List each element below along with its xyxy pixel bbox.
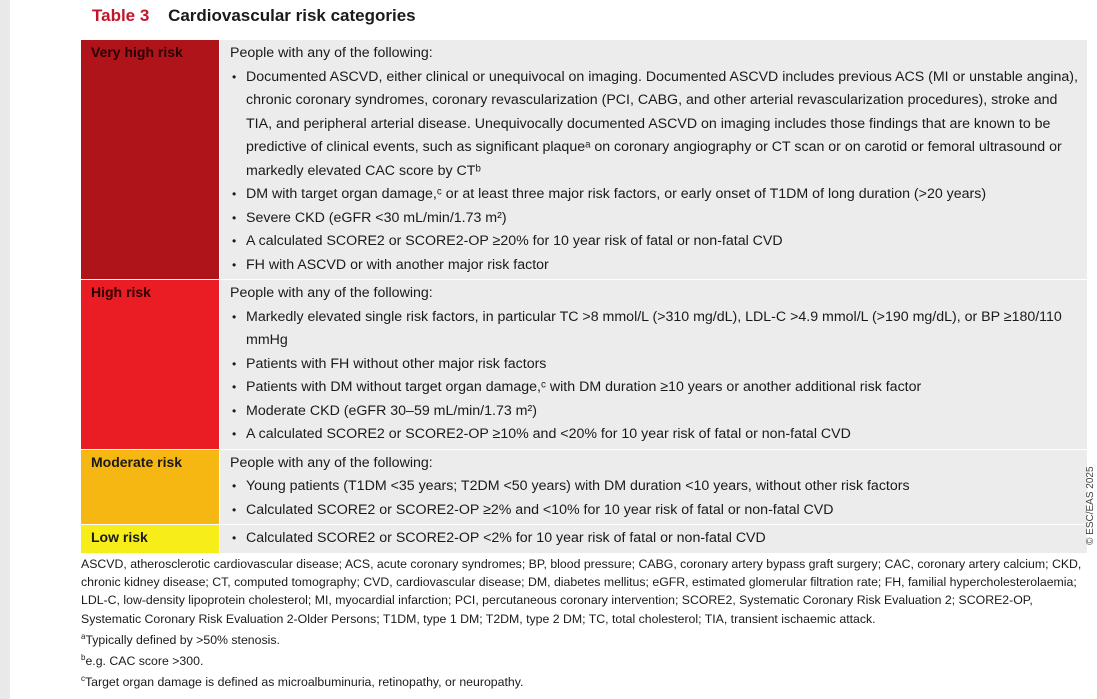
table-row (81, 40, 1087, 280)
copyright-text: © ESC/EAS 2025 (1085, 466, 1096, 545)
table-title (92, 6, 416, 30)
footnote-mark: c (81, 674, 85, 684)
category-low: Low risk (81, 525, 220, 554)
item-list (228, 66, 1079, 278)
row-intro: People with any of the following: (230, 285, 433, 301)
footnote-text: e.g. CAC score >300. (85, 654, 204, 669)
category-moderate: Moderate risk (81, 449, 220, 525)
row-intro: People with any of the following: (230, 45, 433, 61)
list-item: • DM with target organ damage,ᶜ or at least three major risk factors, or early onset of T1DM of long duration (>20 years) (232, 183, 1079, 207)
table-row (81, 280, 1087, 450)
footnote-mark: a (81, 631, 86, 641)
item-list (228, 306, 1079, 447)
row-intro: People with any of the following: (230, 454, 433, 471)
table-caption: Cardiovascular risk categories (168, 6, 416, 25)
category-high: High risk (81, 280, 220, 450)
category-very-high: Very high risk (81, 40, 220, 280)
list-item: • Documented ASCVD, either clinical or unequivocal on imaging. Documented ASCVD includes previous ACS (MI or unstable angina), chronic coronary syndromes, coronary revascularization (PCI, CABG, and other arterial revascularization procedures), stroke and TIA, and peripheral arterial disease. Unequivocally documented ASCVD on imaging includes those findings that are known to be predictive of clinical events, such as significant plaqueᵃ on coronary angiography or CT scan or on carotid or femoral ultrasound or markedly elevated CAC score by CTᵇ (232, 66, 1079, 184)
row-content (220, 40, 1088, 280)
footnote-a (81, 628, 1087, 649)
item-list (228, 475, 1079, 522)
list-item: • A calculated SCORE2 or SCORE2-OP ≥20% for 10 year risk of fatal or non-fatal CVD (232, 230, 1079, 254)
table-row (81, 449, 1087, 525)
table-notes (81, 555, 1087, 692)
list-item: • Markedly elevated single risk factors, in particular TC >8 mmol/L (>310 mg/dL), LDL-C >4.9 mmol/L (>190 mg/dL), or BP ≥180/110 mmHg (232, 306, 1079, 353)
list-item: • Severe CKD (eGFR <30 mL/min/1.73 m²) (232, 207, 1079, 231)
table-number: Table 3 (92, 6, 150, 25)
abbreviations: ASCVD, atherosclerotic cardiovascular disease; ACS, acute coronary syndromes; BP, blood pressure; CABG, coronary artery bypass graft surgery; CAC, coronary artery calcium; CKD, chronic kidney disease; CT, computed tomography; CVD, cardiovascular disease; DM, diabetes mellitus; eGFR, estimated glomerular filtration rate; FH, familial hypercholesterolaemia; LDL-C, low-density lipoprotein cholesterol; MI, myocardial infarction; PCI, percutaneous coronary intervention; SCORE2, Systematic Coronary Risk Evaluation 2; SCORE2-OP, Systematic Coronary Risk Evaluation 2-Older Persons; T1DM, type 1 DM; T2DM, type 2 DM; TC, total cholesterol; TIA, transient ischaemic attack. (81, 557, 1082, 626)
row-content (220, 525, 1088, 554)
list-item: • Patients with DM without target organ damage,ᶜ with DM duration ≥10 years or another additional risk factor (232, 376, 1079, 400)
risk-categories-table (81, 40, 1087, 554)
footnote-text: Typically defined by >50% stenosis. (85, 632, 280, 647)
footnote-b (81, 649, 1087, 670)
list-item: • FH with ASCVD or with another major risk factor (232, 254, 1079, 278)
list-item: • Calculated SCORE2 or SCORE2-OP ≥2% and <10% for 10 year risk of fatal or non-fatal CVD (232, 499, 1079, 523)
list-item: • Calculated SCORE2 or SCORE2-OP <2% for 10 year risk of fatal or non-fatal CVD (232, 527, 1079, 551)
left-margin-strip (0, 0, 10, 699)
list-item: • Patients with FH without other major risk factors (232, 353, 1079, 377)
footnote-text: Target organ damage is defined as microalbuminuria, retinopathy, or neuropathy. (85, 675, 524, 690)
list-item: • Young patients (T1DM <35 years; T2DM <50 years) with DM duration <10 years, without other risk factors (232, 475, 1079, 499)
row-content (220, 280, 1088, 450)
footnote-c (81, 670, 1087, 691)
row-content (220, 449, 1088, 525)
copyright-credit (1083, 445, 1097, 545)
item-list (228, 527, 1079, 551)
list-item: • A calculated SCORE2 or SCORE2-OP ≥10% and <20% for 10 year risk of fatal or non-fatal CVD (232, 423, 1079, 447)
table-row (81, 525, 1087, 554)
list-item: • Moderate CKD (eGFR 30–59 mL/min/1.73 m²) (232, 400, 1079, 424)
footnote-mark: b (81, 653, 86, 663)
